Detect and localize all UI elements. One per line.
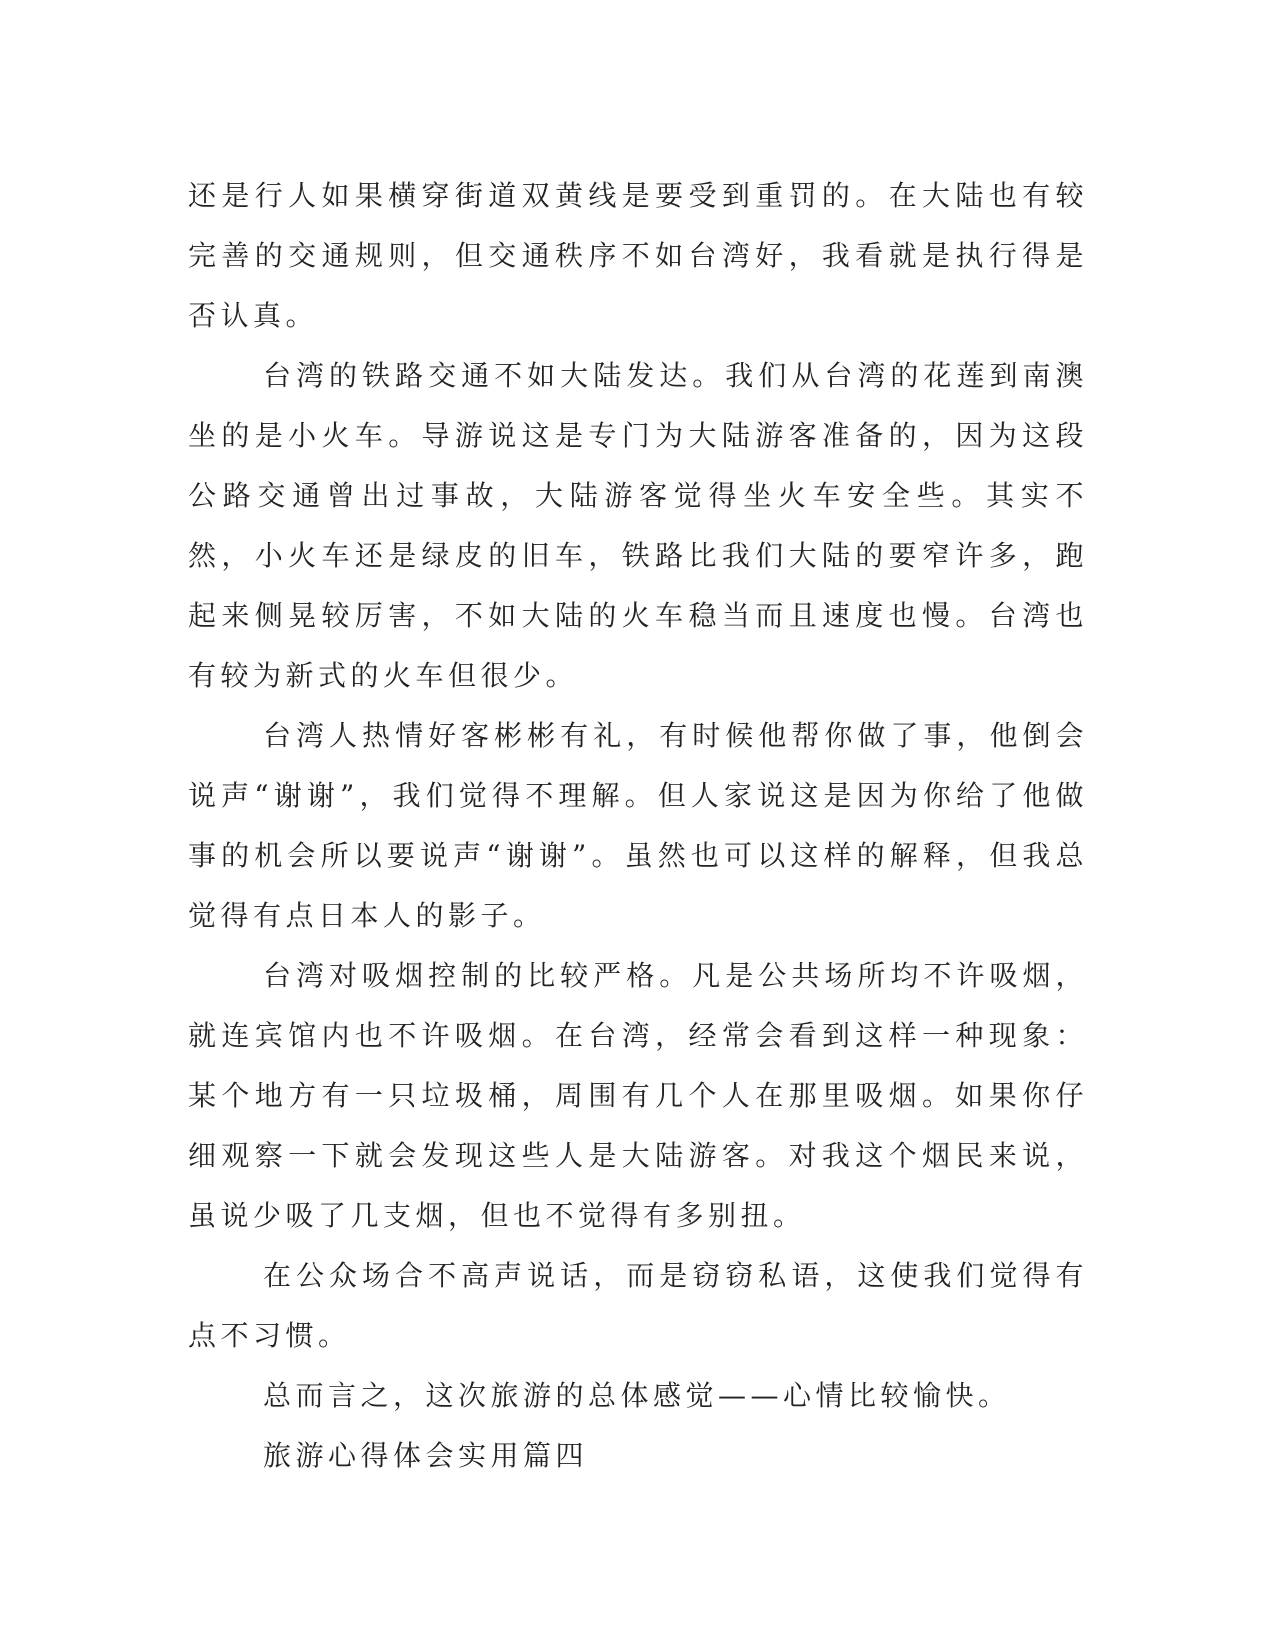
paragraph-summary: 总而言之，这次旅游的总体感觉——心情比较愉快。 — [263, 1379, 1011, 1412]
section-heading: 旅游心得体会实用篇四 — [263, 1439, 589, 1472]
paragraph-railway: 台湾的铁路交通不如大陆发达。我们从台湾的花莲到南澳坐的是小火车。导游说这是专门为大陆游客准备的，因为这段公路交通曾出过事故，大陆游客觉得坐火车安全些。其实不然，小火车还是绿皮的旧车，铁路比我们大陆的要窄许多，跑起来侧晃较厉害，不如大陆的火车稳当而且速度也慢。台湾也有较为新式的火车但很少。 — [188, 359, 1088, 692]
document-body — [188, 166, 1088, 1486]
paragraph-hospitality: 台湾人热情好客彬彬有礼，有时候他帮你做了事，他倒会说声“谢谢”，我们觉得不理解。但人家说这是因为你给了他做事的机会所以要说声“谢谢”。虽然也可以这样的解释，但我总觉得有点日本人的影子。 — [188, 719, 1088, 932]
paragraph-traffic-rules: 还是行人如果横穿街道双黄线是要受到重罚的。在大陆也有较完善的交通规则，但交通秩序不如台湾好，我看就是执行得是否认真。 — [188, 179, 1088, 332]
paragraph-public-speech: 在公众场合不高声说话，而是窃窃私语，这使我们觉得有点不习惯。 — [188, 1259, 1088, 1352]
paragraph-smoking: 台湾对吸烟控制的比较严格。凡是公共场所均不许吸烟，就连宾馆内也不许吸烟。在台湾，经常会看到这样一种现象：某个地方有一只垃圾桶，周围有几个人在那里吸烟。如果你仔细观察一下就会发现这些人是大陆游客。对我这个烟民来说，虽说少吸了几支烟，但也不觉得有多别扭。 — [188, 959, 1088, 1232]
